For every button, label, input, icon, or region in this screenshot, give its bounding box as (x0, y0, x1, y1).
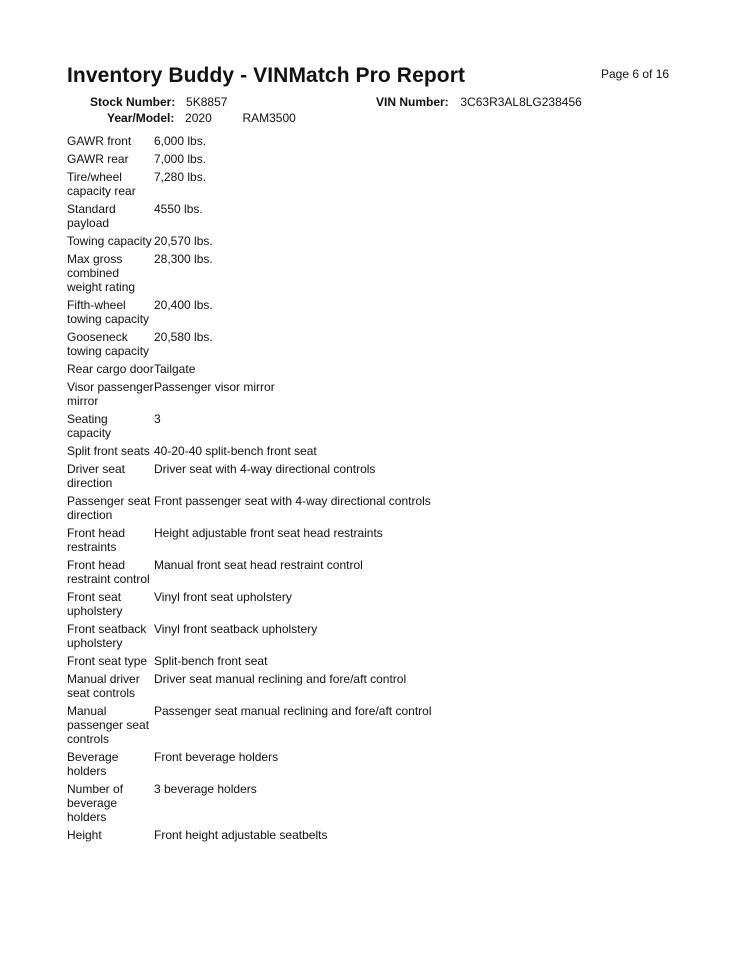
model-value: RAM3500 (242, 111, 296, 125)
spec-row (67, 444, 527, 458)
spec-label: Manual driver seat controls (67, 672, 140, 700)
spec-row (67, 526, 527, 554)
spec-row (67, 494, 527, 522)
spec-row (67, 380, 527, 408)
spec-label: Front seat type (67, 654, 148, 668)
spec-value: Passenger visor mirror (154, 380, 275, 394)
spec-label: Manual passenger seat controls (67, 704, 150, 746)
spec-label: Number of beverage holders (67, 782, 124, 824)
spec-label: Gooseneck towing capacity (67, 330, 150, 358)
spec-row (67, 782, 527, 824)
spec-row (67, 252, 527, 294)
spec-label: GAWR rear (67, 152, 129, 166)
spec-label: Max gross combined weight rating (67, 252, 136, 294)
spec-label: Seating capacity (67, 412, 112, 440)
spec-value: 3 (154, 412, 161, 426)
spec-label: Split front seats (67, 444, 150, 458)
spec-value: Driver seat with 4-way directional controls (154, 462, 376, 476)
spec-label: Front seatback upholstery (67, 622, 147, 650)
spec-value: 6,000 lbs. (154, 134, 207, 148)
vin-number-label: VIN Number: (376, 95, 449, 109)
spec-value: Driver seat manual reclining and fore/aft control (154, 672, 407, 686)
spec-row (67, 704, 527, 746)
spec-row (67, 558, 527, 586)
year-model-row (107, 111, 296, 125)
spec-value: Height adjustable front seat head restraints (154, 526, 383, 540)
spec-label: Towing capacity (67, 234, 152, 248)
spec-value: 28,300 lbs. (154, 252, 213, 266)
spec-label: Front head restraints (67, 526, 126, 554)
spec-row (67, 234, 527, 248)
year-value: 2020 (185, 111, 212, 125)
spec-value: 7,280 lbs. (154, 170, 207, 184)
vin-number-row (376, 95, 582, 109)
page-number: Page 6 of 16 (601, 67, 670, 81)
spec-label: GAWR front (67, 134, 132, 148)
spec-label: Rear cargo door (67, 362, 154, 376)
spec-row (67, 170, 527, 198)
spec-label: Beverage holders (67, 750, 119, 778)
spec-value: Manual front seat head restraint control (154, 558, 363, 572)
spec-value: Vinyl front seat upholstery (154, 590, 292, 604)
spec-row (67, 462, 527, 490)
spec-row (67, 590, 527, 618)
spec-list (67, 134, 527, 846)
spec-value: 7,000 lbs. (154, 152, 207, 166)
spec-value: Front beverage holders (154, 750, 279, 764)
spec-value: 20,580 lbs. (154, 330, 213, 344)
spec-row (67, 362, 527, 376)
spec-row (67, 622, 527, 650)
spec-value: Passenger seat manual reclining and fore/aft control (154, 704, 432, 718)
spec-row (67, 134, 527, 148)
spec-label: Visor passenger mirror (67, 380, 154, 408)
spec-value: 3 beverage holders (154, 782, 257, 796)
spec-row (67, 412, 527, 440)
spec-label: Front seat upholstery (67, 590, 123, 618)
spec-value: Front passenger seat with 4-way directional controls (154, 494, 431, 508)
spec-label: Standard payload (67, 202, 116, 230)
spec-label: Height (67, 828, 102, 842)
spec-value: 20,570 lbs. (154, 234, 213, 248)
year-model-label: Year/Model: (107, 111, 175, 125)
spec-row (67, 828, 527, 842)
spec-value: 4550 lbs. (154, 202, 203, 216)
spec-label: Passenger seat direction (67, 494, 151, 522)
stock-number-row (90, 95, 227, 109)
spec-row (67, 654, 527, 668)
spec-value: Split-bench front seat (154, 654, 268, 668)
spec-label: Front head restraint control (67, 558, 150, 586)
spec-row (67, 152, 527, 166)
spec-row (67, 202, 527, 230)
spec-value: Front height adjustable seatbelts (154, 828, 328, 842)
stock-number-label: Stock Number: (90, 95, 176, 109)
spec-row (67, 672, 527, 700)
vin-number-value: 3C63R3AL8LG238456 (460, 95, 582, 109)
spec-row (67, 750, 527, 778)
spec-label: Fifth-wheel towing capacity (67, 298, 150, 326)
stock-number-value: 5K8857 (186, 95, 228, 109)
spec-value: Tailgate (154, 362, 196, 376)
spec-row (67, 298, 527, 326)
spec-label: Driver seat direction (67, 462, 126, 490)
spec-value: 20,400 lbs. (154, 298, 213, 312)
report-title: Inventory Buddy - VINMatch Pro Report (67, 64, 466, 87)
spec-label: Tire/wheel capacity rear (67, 170, 136, 198)
spec-value: Vinyl front seatback upholstery (154, 622, 318, 636)
spec-row (67, 330, 527, 358)
spec-value: 40-20-40 split-bench front seat (154, 444, 317, 458)
